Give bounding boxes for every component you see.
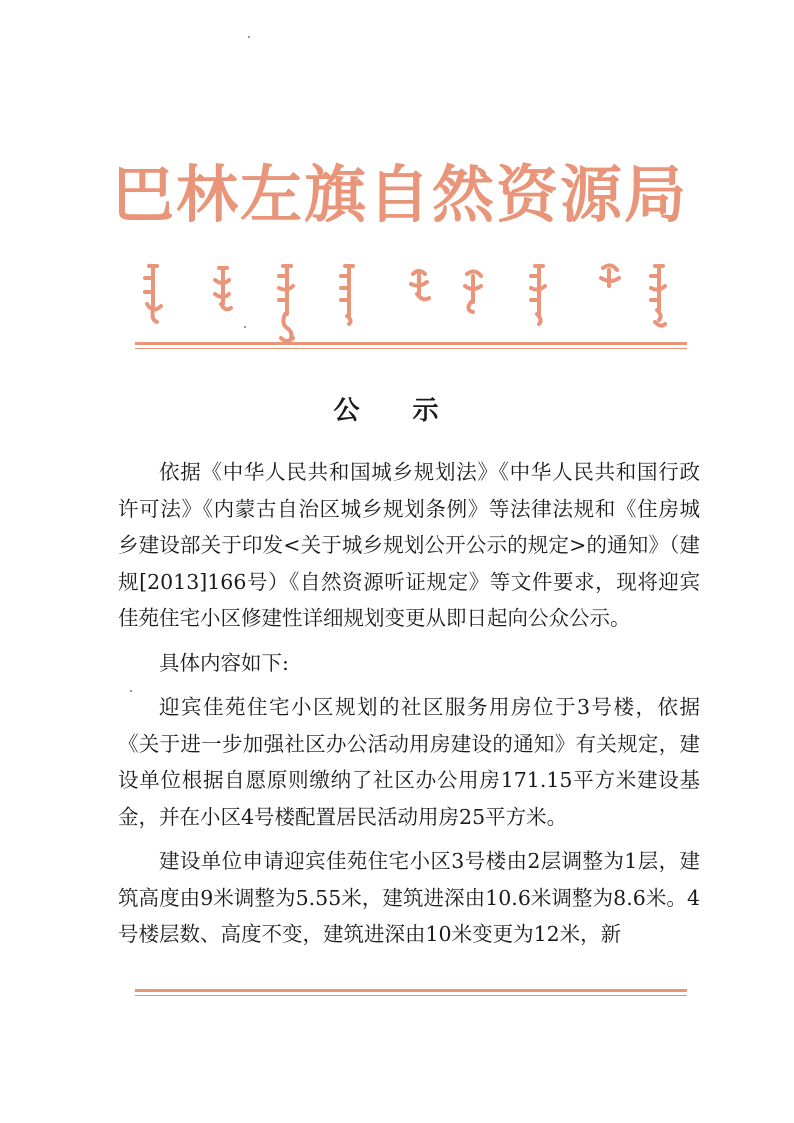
mongolian-script-logo: [135, 258, 675, 348]
scan-speck: [248, 36, 250, 38]
document-body: [118, 454, 700, 953]
paragraph-community-room: 迎宾佳苑住宅小区规划的社区服务用房位于3号楼，依据《关于进一步加强社区办公活动用房建设的通知》有关规定，建设单位根据自愿原则缴纳了社区办公用房171.15平方米建设基金，并在小区4号楼配置居民活动用房25平方米。: [118, 695, 700, 829]
header-divider: [135, 342, 687, 350]
scan-speck: [130, 690, 132, 692]
paragraph-legal-basis: 依据《中华人民共和国城乡规划法》《中华人民共和国行政许可法》《内蒙古自治区城乡规划条例》等法律法规和《住房城乡建设部关于印发<关于城乡规划公开公示的规定>的通知》（建规[2013]166号）《自然资源听证规定》等文件要求，现将迎宾佳苑住宅小区修建性详细规划变更从即日起向公众公示。: [118, 460, 700, 630]
agency-name-title: 巴林左旗自然资源局: [111, 158, 688, 231]
scan-speck: [244, 326, 246, 328]
paragraph-content-intro: 具体内容如下:: [159, 650, 289, 675]
document-heading: 公 示: [333, 396, 461, 426]
footer-divider: [135, 989, 687, 997]
paragraph-building-change: 建设单位申请迎宾佳苑住宅小区3号楼由2层调整为1层，建筑高度由9米调整为5.55米，建筑进深由10.6米调整为8.6米。4号楼层数、高度不变，建筑进深由10米变更为12米，新: [118, 849, 700, 946]
